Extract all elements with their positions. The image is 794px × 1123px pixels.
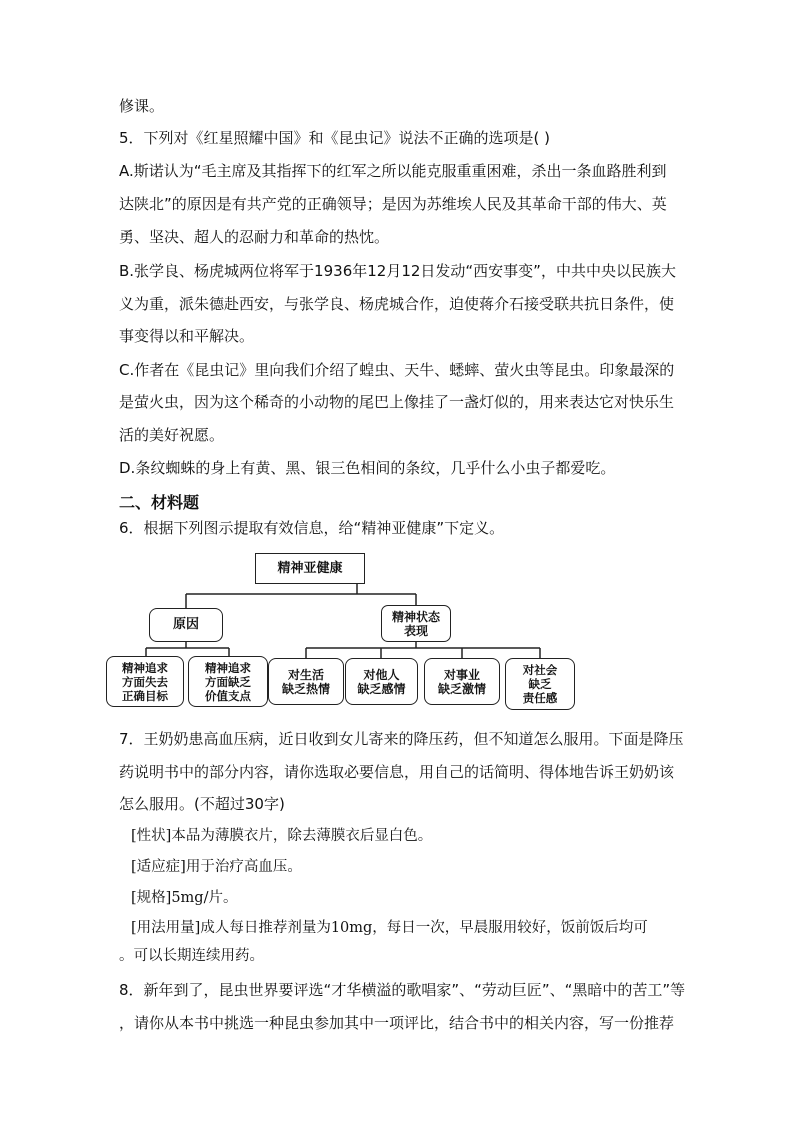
option-b-line-1: B.张学良、杨虎城两位将军于1936年12月12日发动“西安事变”，中共中央以民族大	[119, 262, 676, 280]
option-b-line-3: 事变得以和平解决。	[119, 327, 255, 345]
option-c-line-2: 是萤火虫，因为这个稀奇的小动物的尾巴上像挂了一盏灯似的，用来表达它对快乐生	[119, 393, 675, 411]
diagram-root-box: 精神亚健康	[255, 553, 365, 584]
option-b-line-2: 义为重，派朱德赴西安，与张学良、杨虎城合作，迫使蒋介石接受联共抗日条件，使	[119, 295, 675, 313]
state-item: 对社会 缺乏 责任感	[505, 658, 575, 710]
cause-item: 精神追求 方面缺乏 价值支点	[188, 656, 268, 707]
question-7-line-2: 药说明书中的部分内容，请你选取必要信息，用自己的话简明、得体地告诉王奶奶该	[119, 763, 675, 781]
state-item: 对生活 缺乏热情	[268, 658, 344, 705]
instruction-dosage: [用法用量]成人每日推荐剂量为10mg，每日一次，早晨服用较好，饭前饭后均可	[131, 920, 648, 936]
option-a-line-2: 达陕北”的原因是有共产党的正确领导；是因为苏维埃人民及其革命干部的伟大、英	[119, 195, 667, 213]
text-line: 修课。	[119, 97, 165, 115]
option-c-line-3: 活的美好祝愿。	[119, 426, 225, 444]
instruction-property: [性状]本品为薄膜衣片，除去薄膜衣后显白色。	[131, 828, 433, 844]
question-5: 5．下列对《红星照耀中国》和《昆虫记》说法不正确的选项是( )	[119, 129, 551, 147]
section-heading: 二、材料题	[119, 493, 200, 512]
cause-item: 精神追求 方面失去 正确目标	[106, 656, 184, 707]
diagram-cause-box: 原因	[149, 608, 223, 642]
diagram-state-box: 精神状态 表现	[381, 605, 451, 642]
question-8-line-1: 8．新年到了，昆虫世界要评选“才华横溢的歌唱家”、“劳动巨匠”、“黑暗中的苦工”等	[119, 981, 686, 999]
state-item: 对他人 缺乏感情	[345, 658, 418, 705]
instruction-dosage-cont: 。可以长期连续用药。	[119, 948, 264, 964]
option-c-line-1: C.作者在《昆虫记》里向我们介绍了蝗虫、天牛、蟋蟀、萤火虫等昆虫。印象最深的	[119, 361, 675, 379]
instruction-indication: [适应症]用于治疗高血压。	[131, 859, 302, 875]
state-item: 对事业 缺乏激情	[424, 658, 500, 705]
option-d: D.条纹蜘蛛的身上有黄、黑、银三色相间的条纹，几乎什么小虫子都爱吃。	[119, 459, 616, 477]
question-7-line-1: 7．王奶奶患高血压病，近日收到女儿寄来的降压药，但不知道怎么服用。下面是降压	[119, 730, 684, 748]
question-6: 6．根据下列图示提取有效信息，给“精神亚健康”下定义。	[119, 519, 505, 537]
option-a-line-3: 勇、坚决、超人的忍耐力和革命的热忱。	[119, 228, 390, 246]
option-a-line-1: A.斯诺认为“毛主席及其指挥下的红军之所以能克服重重困难，杀出一条血路胜利到	[119, 162, 667, 180]
instruction-spec: [规格]5mg/片。	[131, 890, 238, 906]
question-7-line-3: 怎么服用。(不超过30字)	[119, 795, 285, 813]
question-8-line-2: ，请你从本书中挑选一种昆虫参加其中一项评比，结合书中的相关内容，写一份推荐	[119, 1014, 675, 1032]
